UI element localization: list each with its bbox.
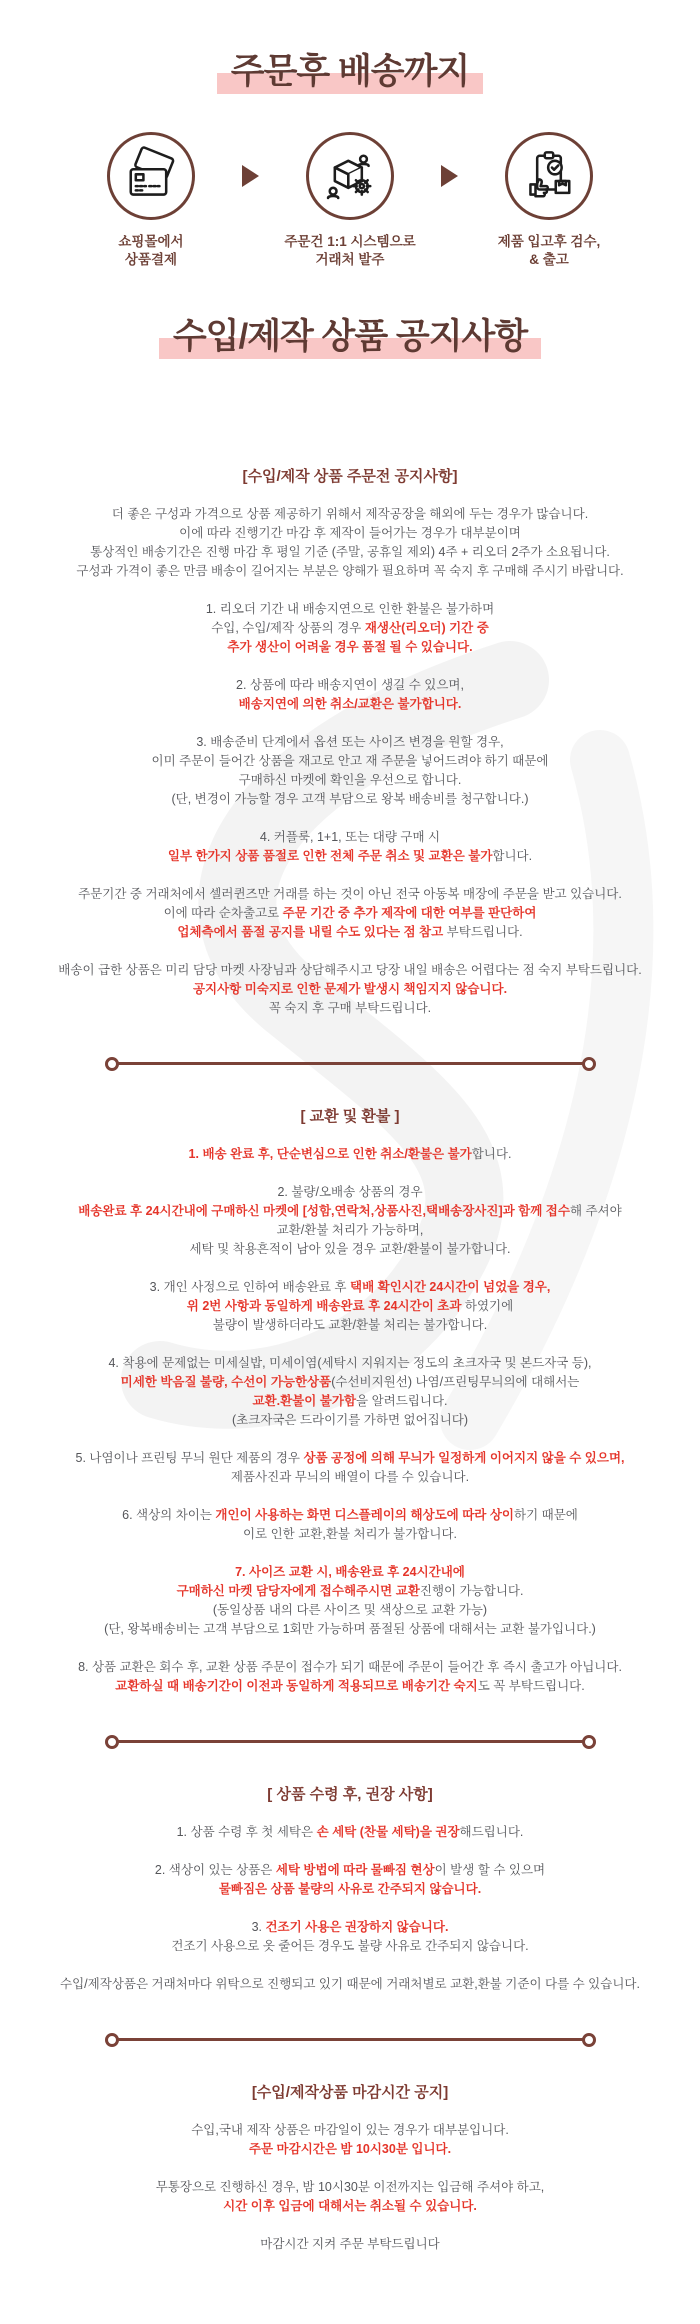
notice-paragraph: 3. 배송준비 단계에서 옵션 또는 사이즈 변경을 원할 경우, 이미 주문이 들어간 상품을 재고로 안고 재 주문을 넣어드려야 하기 때문에 구매하신 마켓에 확인을 우선으로 합니다. (단, 변경이 가능할 경우 고객 부담으로 왕복 배송비를 청구합니다.) bbox=[151, 734, 549, 806]
notice-paragraph: 배송이 급한 상품은 미리 담당 마켓 사장님과 상담해주시고 당장 내일 배송은 어렵다는 점 숙지 부탁드립니다. 공지사항 미숙지로 인한 문제가 발생시 책임지지 않습니다. 꼭 숙지 후 구매 부탁드립니다. bbox=[58, 962, 642, 1015]
notice-paragraph: 5. 나염이나 프린팅 무늬 원단 제품의 경우 상품 공정에 의해 무늬가 일정하게 이어지지 않을 수 있으며, 제품사진과 무늬의 배열이 다를 수 있습니다. bbox=[75, 1450, 625, 1484]
section-heading: [ 상품 수령 후, 권장 사항] bbox=[267, 1785, 433, 1803]
step-payment bbox=[62, 132, 240, 269]
notice-title bbox=[0, 315, 700, 359]
notice-paragraph: 1. 상품 수령 후 첫 세탁은 손 세탁 (찬물 세탁)을 권장해드립니다. bbox=[176, 1824, 524, 1839]
notice-paragraph: 수입/제작상품은 거래처마다 위탁으로 진행되고 있기 때문에 거래처별로 교환,환불 기준이 다를 수 있습니다. bbox=[60, 1976, 640, 1991]
notice-paragraph: 주문기간 중 거래처에서 셀러퀸즈만 거래를 하는 것이 아닌 전국 아동복 매장에 주문을 받고 있습니다. 이에 따라 순차출고로 주문 기간 중 추가 제작에 대한 여부를 판단하여 업체측에서 품절 공지를 내릴 수도 있다는 점 참고 부탁드립니다. bbox=[78, 886, 622, 939]
notice-paragraph: 3. 개인 사정으로 인하여 배송완료 후 택배 확인시간 24시간이 넘었을 경우, 위 2번 사항과 동일하게 배송완료 후 24시간이 초과 하였기에 불량이 발생하더라도 교환/환불 처리는 불가합니다. bbox=[149, 1279, 551, 1332]
arrow-right-icon bbox=[242, 165, 259, 187]
inspection-icon bbox=[505, 132, 593, 220]
step-label: 쇼핑몰에서 상품결제 bbox=[118, 233, 184, 267]
notice-paragraph: 더 좋은 구성과 가격으로 상품 제공하기 위해서 제작공장을 해외에 두는 경우가 많습니다. 이에 따라 진행기간 마감 후 제작이 들어가는 경우가 대부분이며 통상적인 배송기간은 진행 마감 후 평일 기준 (주말, 공휴일 제외) 4주 + 리오더 2주가 소요됩니다. 구성과 가격이 좋은 만큼 배송이 길어지는 부분은 양해가 필요하며 꼭 숙지 후 구매해 주시기 바랍니다. bbox=[76, 506, 624, 578]
step-label: 주문건 1:1 시스템으로 거래처 발주 bbox=[284, 233, 416, 267]
notice-paragraph: 4. 착용에 문제없는 미세실밥, 미세이염(세탁시 지워지는 정도의 초크자국 및 본드자국 등), 미세한 박음질 불량, 수선이 가능한상품(수선비지원선) 나염/프린팅무늬의에 대해서는 교환.환불이 불가함을 알려드립니다. (초크자국은 드라이기를 가하면 없어집니다) bbox=[108, 1355, 592, 1427]
notice-paragraph: 6. 색상의 차이는 개인이 사용하는 화면 디스플레이의 해상도에 따라 상이하기 때문에 이로 인한 교환,환불 처리가 불가합니다. bbox=[122, 1507, 578, 1541]
notice-paragraph: 8. 상품 교환은 회수 후, 교환 상품 주문이 접수가 되기 때문에 주문이 들어간 후 즉시 출고가 아닙니다. 교환하실 때 배송기간이 이전과 동일하게 적용되므로 배송기간 숙지도 꼭 부탁드립니다. bbox=[78, 1659, 622, 1693]
notice-sections bbox=[0, 465, 700, 2324]
notice-paragraph: 1. 리오더 기간 내 배송지연으로 인한 환불은 불가하며 수입, 수입/제작 상품의 경우 재생산(리오더) 기간 중 추가 생산이 어려울 경우 품절 될 수 있습니다. bbox=[205, 601, 495, 654]
notice-paragraph: 3. 건조기 사용은 권장하지 않습니다. 건조기 사용으로 옷 줄어든 경우도 불량 사유로 간주되지 않습니다. bbox=[171, 1919, 529, 1953]
order-system-icon bbox=[306, 132, 394, 220]
notice-paragraph: 마감시간 지켜 주문 부탁드립니다 bbox=[260, 2236, 440, 2251]
notice-paragraph: 수입,국내 제작 상품은 마감일이 있는 경우가 대부분입니다. 주문 마감시간은 밤 10시30분 입니다. bbox=[191, 2122, 509, 2156]
order-flow bbox=[0, 132, 700, 269]
credit-card-icon bbox=[107, 132, 195, 220]
notice-paragraph: 2. 상품에 따라 배송지연이 생길 수 있으며, 배송지연에 의한 취소/교환은 불가합니다. bbox=[236, 677, 464, 711]
step-label: 제품 입고후 검수, & 출고 bbox=[497, 233, 601, 267]
notice-paragraph: 7. 사이즈 교환 시, 배송완료 후 24시간내에 구매하신 마켓 담당자에게 접수해주시면 교환진행이 가능합니다. (동일상품 내의 다른 사이즈 및 색상으로 교환 가능) (단, 왕복배송비는 고객 부담으로 1회만 가능하며 품절된 상품에 대해서는 교환 불가입니다.) bbox=[104, 1564, 596, 1636]
section-divider bbox=[118, 1062, 583, 1065]
notice-paragraph: 무통장으로 진행하신 경우, 밤 10시30분 이전까지는 입금해 주셔야 하고, 시간 이후 입금에 대해서는 취소될 수 있습니다. bbox=[155, 2179, 545, 2213]
section-divider bbox=[118, 1740, 583, 1743]
section-divider bbox=[118, 2038, 583, 2041]
notice-paragraph: 2. 색상이 있는 상품은 세탁 방법에 따라 물빠짐 현상이 발생 할 수 있으며 물빠짐은 상품 불량의 사유로 간주되지 않습니다. bbox=[154, 1862, 546, 1896]
step-inspection-shipping bbox=[460, 132, 638, 269]
page-title bbox=[0, 0, 700, 94]
notice-title-text: 수입/제작 상품 공지사항 bbox=[159, 315, 541, 359]
page-title-text: 주문후 배송까지 bbox=[217, 50, 483, 94]
notice-paragraph: 4. 커플룩, 1+1, 또는 대량 구매 시 일부 한가지 상품 품절로 인한 전체 주문 취소 및 교환은 불가합니다. bbox=[167, 829, 533, 863]
arrow-right-icon bbox=[441, 165, 458, 187]
section-heading: [수입/제작상품 마감시간 공지] bbox=[251, 2083, 449, 2101]
notice-paragraph: 1. 배송 완료 후, 단순변심으로 인한 취소/환불은 불가합니다. bbox=[188, 1146, 512, 1161]
section-heading: [ 교환 및 환불 ] bbox=[300, 1107, 400, 1125]
notice-paragraph: 2. 불량/오배송 상품의 경우 배송완료 후 24시간내에 구매하신 마켓에 [성함,연락처,상품사진,택배송장사진]과 함께 접수해 주셔야 교환/환불 처리가 가능하며, 세탁 및 착용흔적이 남아 있을 경우 교환/환불이 불가합니다. bbox=[78, 1184, 622, 1256]
step-vendor-order bbox=[261, 132, 439, 269]
section-heading: [수입/제작 상품 주문전 공지사항] bbox=[242, 467, 458, 485]
